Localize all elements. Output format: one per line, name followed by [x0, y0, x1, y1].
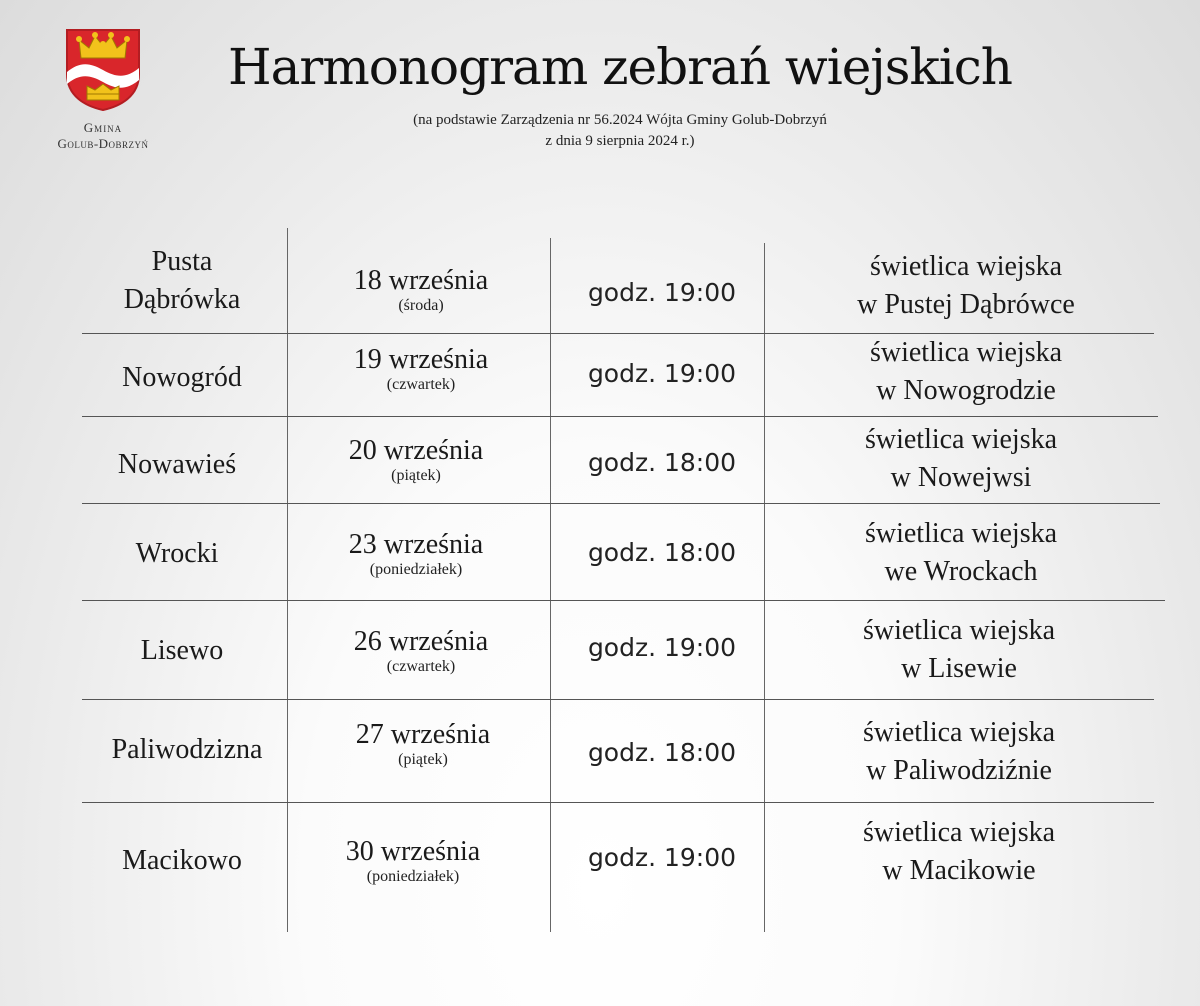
- place-line: w Nowogrodzie: [876, 375, 1056, 406]
- village-name-line: Paliwodzizna: [111, 734, 263, 765]
- weekday-text: (piątek): [391, 467, 441, 484]
- place-line: świetlica wiejska: [862, 615, 1056, 646]
- page-subtitle: [250, 110, 990, 152]
- meeting-place: [761, 421, 1161, 497]
- meeting-place: [766, 248, 1166, 324]
- village-name-line: Nowawieś: [117, 449, 237, 480]
- meeting-time: godz. 19:00: [587, 278, 737, 307]
- meeting-date: [287, 436, 545, 486]
- place-line: świetlica wiejska: [869, 251, 1063, 282]
- date-text: 19 września: [353, 344, 489, 375]
- village-name: [82, 731, 292, 769]
- village-name-line: Nowogród: [122, 362, 242, 393]
- logo-text-gmina: Gmina: [83, 120, 123, 135]
- date-text: 23 września: [348, 529, 484, 560]
- date-text: 30 września: [345, 836, 481, 867]
- column-divider: [550, 238, 551, 932]
- place-line: we Wrockach: [884, 556, 1038, 587]
- meeting-date: [292, 345, 550, 395]
- village-name: [72, 446, 282, 484]
- subtitle-line-2: z dnia 9 sierpnia 2024 r.): [545, 133, 695, 149]
- meeting-time: godz. 18:00: [587, 738, 737, 767]
- weekday-text: (piątek): [398, 751, 448, 768]
- meeting-place: [759, 612, 1159, 688]
- village-name-line: Pusta: [151, 246, 213, 277]
- weekday-text: (środa): [398, 297, 444, 314]
- municipality-logo: [28, 28, 178, 152]
- weekday-text: (poniedziałek): [369, 561, 463, 578]
- meeting-date: [284, 837, 542, 887]
- meeting-date: [294, 720, 552, 770]
- row-divider: [82, 802, 1154, 803]
- meeting-time: godz. 19:00: [587, 633, 737, 662]
- subtitle-line-1: (na podstawie Zarządzenia nr 56.2024 Wójta Gminy Golub-Dobrzyń: [413, 112, 827, 128]
- village-name-line: Wrocki: [135, 538, 219, 569]
- place-line: w Nowejwsi: [890, 462, 1032, 493]
- place-line: świetlica wiejska: [864, 424, 1058, 455]
- page-title: Harmonogram zebrań wiejskich: [228, 38, 1012, 96]
- place-line: w Paliwodziźnie: [866, 755, 1052, 786]
- place-line: świetlica wiejska: [862, 817, 1056, 848]
- meeting-time: godz. 19:00: [587, 359, 737, 388]
- date-text: 27 września: [355, 719, 491, 750]
- meeting-place: [759, 714, 1159, 790]
- place-line: w Macikowie: [882, 855, 1036, 886]
- village-name: [82, 842, 282, 880]
- date-text: 20 września: [348, 435, 484, 466]
- place-line: świetlica wiejska: [864, 518, 1058, 549]
- village-name-line: Lisewo: [140, 635, 224, 666]
- village-name: [82, 243, 282, 319]
- place-line: świetlica wiejska: [862, 717, 1056, 748]
- village-name: [72, 535, 282, 573]
- meeting-place: [766, 334, 1166, 410]
- place-line: świetlica wiejska: [869, 337, 1063, 368]
- coat-of-arms-icon: [65, 28, 141, 112]
- date-text: 18 września: [353, 265, 489, 296]
- meeting-place: [759, 814, 1159, 890]
- weekday-text: (czwartek): [386, 658, 456, 675]
- row-divider: [82, 699, 1154, 700]
- place-line: w Lisewie: [901, 653, 1017, 684]
- weekday-text: (poniedziałek): [366, 868, 460, 885]
- logo-text-name: Golub-Dobrzyń: [57, 136, 149, 151]
- meeting-place: [761, 515, 1161, 591]
- meeting-time: godz. 19:00: [587, 843, 737, 872]
- village-name-line: Macikowo: [122, 845, 242, 876]
- village-name-line: Dąbrówka: [123, 284, 241, 315]
- row-divider: [82, 503, 1160, 504]
- meeting-date: [292, 266, 550, 316]
- row-divider: [82, 416, 1158, 417]
- meeting-date: [287, 530, 545, 580]
- row-divider: [82, 600, 1165, 601]
- place-line: w Pustej Dąbrówce: [857, 289, 1075, 320]
- weekday-text: (czwartek): [386, 376, 456, 393]
- village-name: [82, 359, 282, 397]
- date-text: 26 września: [353, 626, 489, 657]
- meeting-time: godz. 18:00: [587, 538, 737, 567]
- meeting-date: [292, 627, 550, 677]
- village-name: [82, 632, 282, 670]
- meeting-time: godz. 18:00: [587, 448, 737, 477]
